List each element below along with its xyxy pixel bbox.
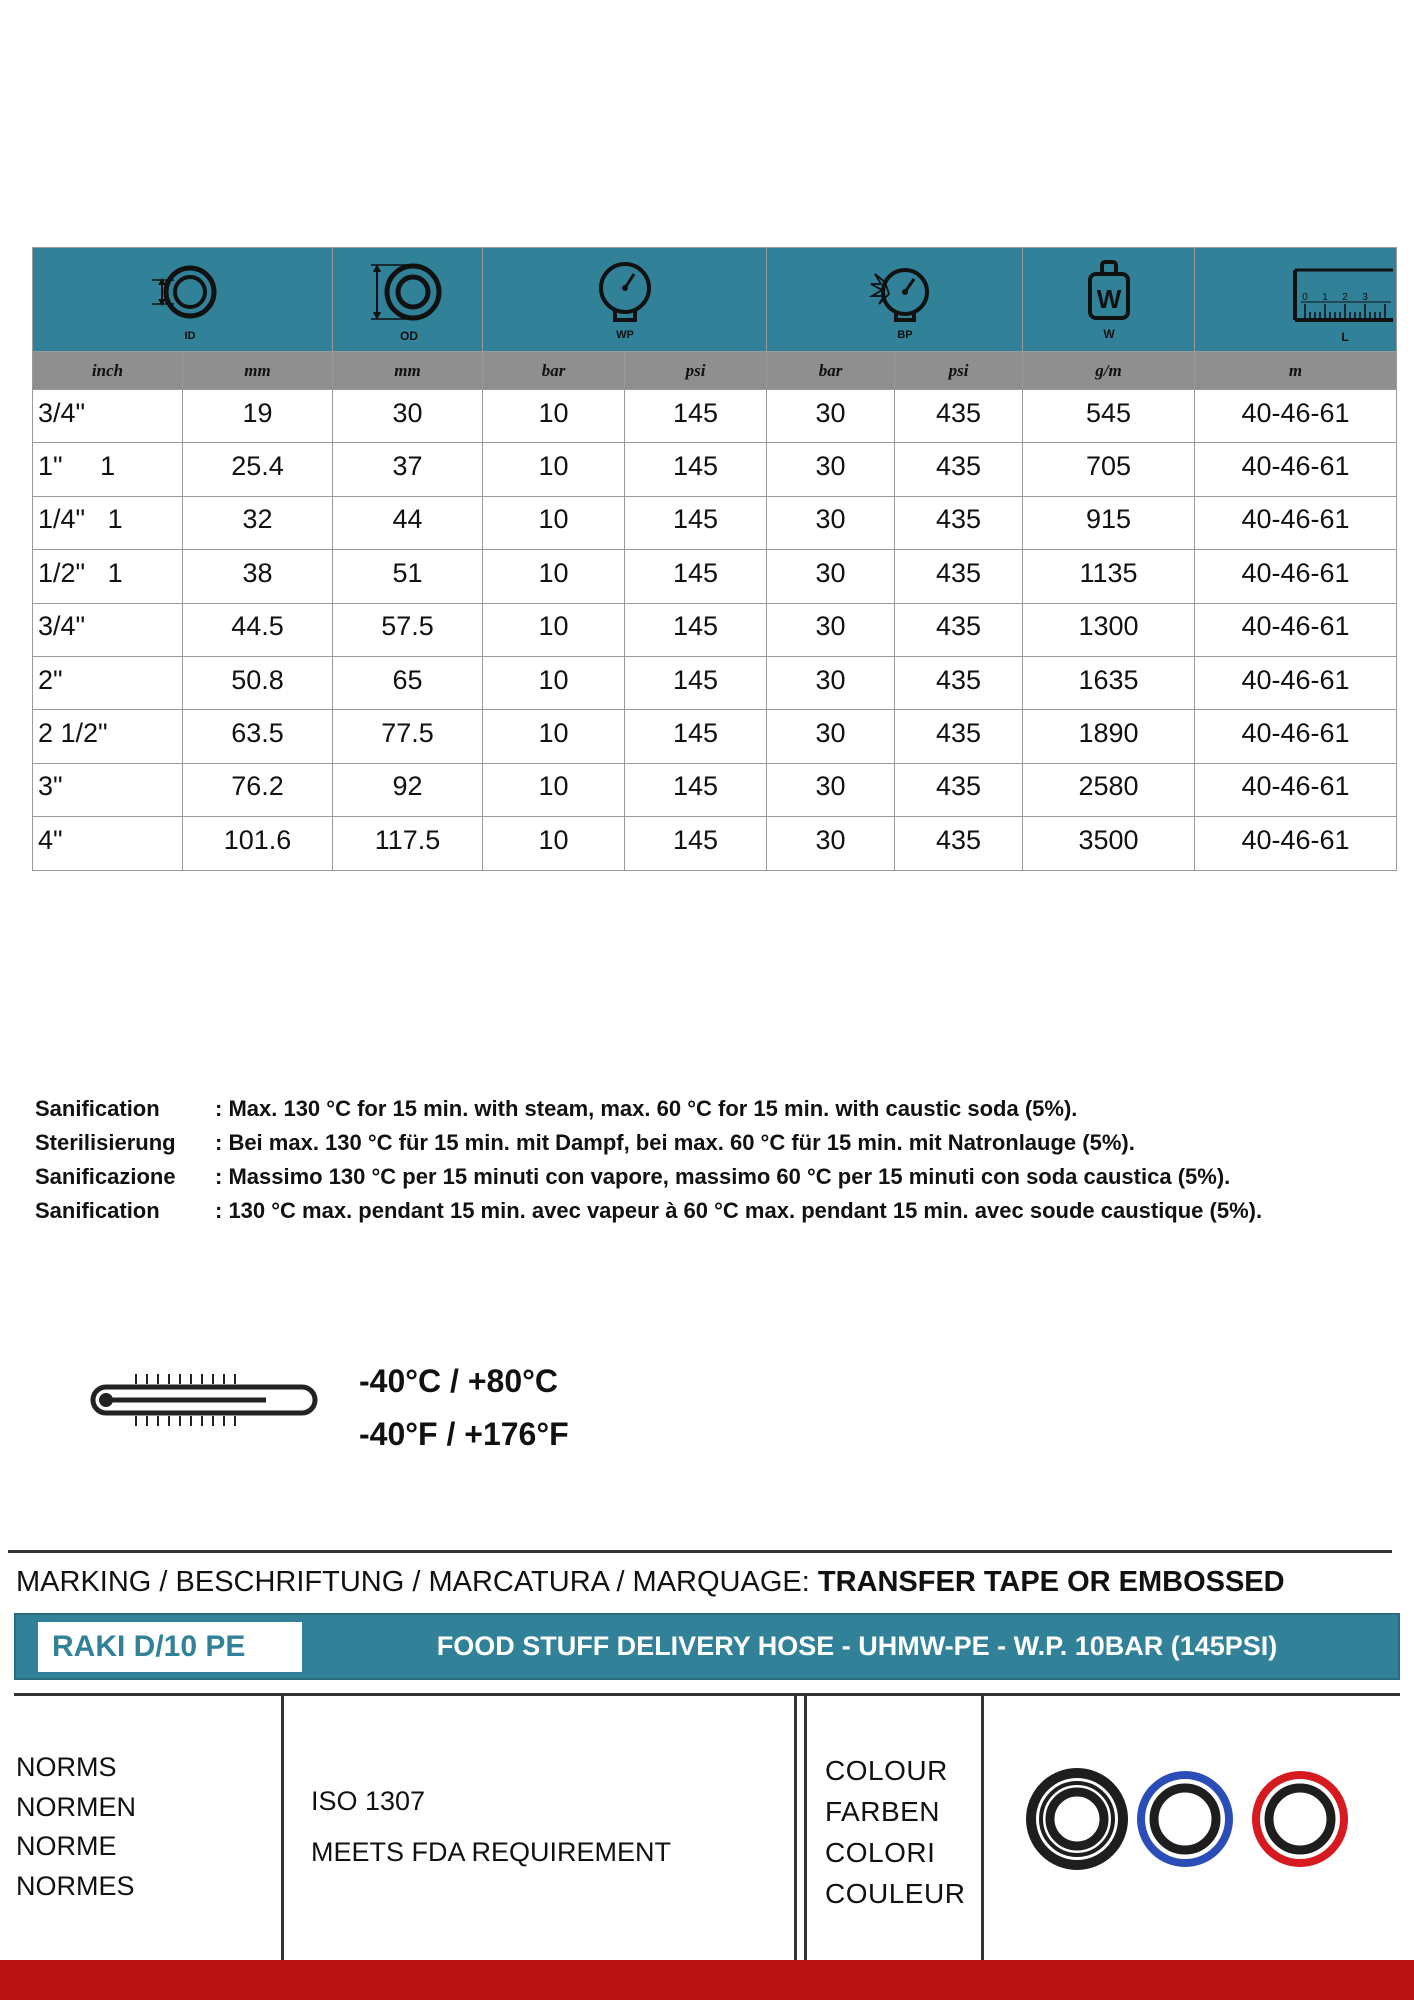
w-header-cell — [1023, 248, 1195, 352]
table-cell: 10 — [483, 603, 625, 656]
table-cell: 92 — [333, 763, 483, 816]
table-cell: 1/4" 1 — [33, 496, 183, 549]
table-row — [33, 763, 1397, 816]
colour-swatches — [1022, 1764, 1362, 1874]
table-cell: 76.2 — [183, 763, 333, 816]
temperature-fahrenheit: -40°F / +176°F — [359, 1416, 569, 1452]
svg-text:L: L — [1341, 329, 1349, 344]
table-cell: 63.5 — [183, 710, 333, 763]
table-cell: 705 — [1023, 443, 1195, 496]
table-cell: 435 — [895, 710, 1023, 763]
table-cell: 10 — [483, 710, 625, 763]
id-header-cell — [33, 248, 333, 352]
table-cell: 101.6 — [183, 817, 333, 870]
sanification-label: Sanification — [35, 1096, 160, 1121]
table-cell: 1135 — [1023, 550, 1195, 603]
table-cell: 30 — [767, 603, 895, 656]
marking-value: TRANSFER TAPE OR EMBOSSED — [817, 1566, 1285, 1598]
svg-text:W: W — [1096, 283, 1121, 314]
table-cell: 40-46-61 — [1195, 817, 1397, 870]
column-divider — [281, 1693, 284, 1960]
divider — [8, 1550, 1392, 1553]
colour-label: COLORI — [825, 1837, 936, 1868]
working-pressure-icon — [570, 254, 680, 346]
product-title: FOOD STUFF DELIVERY HOSE - UHMW-PE - W.P. 10BAR (145PSI) — [436, 1631, 1278, 1661]
svg-text:1: 1 — [1322, 291, 1328, 303]
table-cell: 40-46-61 — [1195, 656, 1397, 709]
colour-label: COLOUR — [825, 1755, 948, 1786]
table-cell: 30 — [767, 550, 895, 603]
table-cell: 30 — [767, 710, 895, 763]
unit-cell: g/m — [1023, 352, 1195, 390]
od-diameter-icon — [353, 254, 463, 346]
sanification-text: : Max. 130 °C for 15 min. with steam, max. 60 °C for 15 min. with caustic soda (5%). — [215, 1096, 1078, 1121]
table-cell: 40-46-61 — [1195, 496, 1397, 549]
sanification-text: : 130 °C max. pendant 15 min. avec vapeur à 60 °C max. pendant 15 min. avec soude caustique (5%). — [215, 1198, 1263, 1223]
table-cell: 3/4" — [33, 390, 183, 443]
od-header-cell — [333, 248, 483, 352]
marking-line — [16, 1566, 1285, 1599]
unit-cell: inch — [33, 352, 183, 390]
norms-label: NORMS — [16, 1752, 117, 1782]
svg-text:ID: ID — [184, 329, 195, 342]
spec-table-body — [33, 390, 1397, 871]
svg-text:3: 3 — [1362, 291, 1368, 303]
norms-labels — [16, 1748, 136, 1906]
table-cell: 435 — [895, 550, 1023, 603]
table-row — [33, 710, 1397, 763]
table-cell: 32 — [183, 496, 333, 549]
sanification-text: : Massimo 130 °C per 15 minuti con vapore, massimo 60 °C per 15 minuti con soda caustica (5%). — [215, 1164, 1231, 1189]
table-cell: 145 — [625, 496, 767, 549]
table-cell: 50.8 — [183, 656, 333, 709]
table-cell: 38 — [183, 550, 333, 603]
table-cell: 30 — [767, 496, 895, 549]
table-cell: 145 — [625, 656, 767, 709]
table-cell: 3500 — [1023, 817, 1195, 870]
svg-text:WP: WP — [615, 328, 634, 341]
hose-swatch-red — [1256, 1775, 1344, 1863]
table-cell: 435 — [895, 817, 1023, 870]
table-row — [33, 443, 1397, 496]
unit-header-row — [33, 352, 1397, 390]
table-cell: 30 — [767, 443, 895, 496]
table-cell: 30 — [333, 390, 483, 443]
product-title-band — [14, 1613, 1400, 1680]
svg-text:OD: OD — [399, 328, 418, 343]
sanification-label: Sanification — [35, 1198, 160, 1223]
hose-swatch-black — [1031, 1773, 1123, 1865]
sanification-line-de — [35, 1126, 1262, 1160]
bp-header-cell — [767, 248, 1023, 352]
product-code: RAKI D/10 PE — [38, 1622, 302, 1672]
colour-labels — [825, 1750, 965, 1914]
norms-label: NORMEN — [16, 1791, 136, 1822]
table-cell: 435 — [895, 496, 1023, 549]
footer-bar — [0, 1960, 1414, 2000]
table-cell: 40-46-61 — [1195, 603, 1397, 656]
unit-cell: psi — [895, 352, 1023, 390]
sanification-text: : Bei max. 130 °C für 15 min. mit Dampf, bei max. 60 °C für 15 min. mit Natronlauge (5%). — [215, 1130, 1135, 1155]
unit-cell: bar — [483, 352, 625, 390]
table-cell: 4" — [33, 817, 183, 870]
temperature-range — [359, 1355, 569, 1461]
table-cell: 40-46-61 — [1195, 390, 1397, 443]
table-cell: 3/4" — [33, 603, 183, 656]
unit-cell: psi — [625, 352, 767, 390]
table-cell: 2580 — [1023, 763, 1195, 816]
table-cell: 44 — [333, 496, 483, 549]
burst-pressure-icon — [835, 254, 955, 346]
table-cell: 51 — [333, 550, 483, 603]
table-cell: 435 — [895, 656, 1023, 709]
table-cell: 65 — [333, 656, 483, 709]
table-cell: 145 — [625, 710, 767, 763]
table-cell: 10 — [483, 390, 625, 443]
table-cell: 10 — [483, 550, 625, 603]
table-cell: 44.5 — [183, 603, 333, 656]
table-cell: 30 — [767, 390, 895, 443]
table-row — [33, 603, 1397, 656]
table-cell: 145 — [625, 817, 767, 870]
table-cell: 545 — [1023, 390, 1195, 443]
wp-header-cell — [483, 248, 767, 352]
weight-icon — [1054, 254, 1164, 346]
table-row — [33, 496, 1397, 549]
thermometer-icon — [88, 1370, 320, 1430]
table-cell: 40-46-61 — [1195, 550, 1397, 603]
sanification-block — [35, 1092, 1262, 1228]
sanification-line-fr — [35, 1194, 1262, 1228]
svg-text:W: W — [1102, 326, 1115, 341]
unit-cell: mm — [183, 352, 333, 390]
svg-text:0: 0 — [1302, 291, 1308, 303]
table-row — [33, 550, 1397, 603]
norms-label: NORME — [16, 1831, 117, 1861]
table-cell: 2 1/2" — [33, 710, 183, 763]
sanification-line-it — [35, 1160, 1262, 1194]
norms-label: NORMES — [16, 1870, 135, 1901]
table-cell: 10 — [483, 496, 625, 549]
table-cell: 10 — [483, 656, 625, 709]
table-row — [33, 390, 1397, 443]
hose-swatch-blue — [1141, 1775, 1229, 1863]
l-header-cell — [1195, 248, 1397, 352]
table-cell: 145 — [625, 443, 767, 496]
table-cell: 1300 — [1023, 603, 1195, 656]
colour-label: COULEUR — [825, 1878, 966, 1909]
marking-label: MARKING / BESCHRIFTUNG / MARCATURA / MARQUAGE: — [16, 1566, 810, 1598]
table-cell: 40-46-61 — [1195, 763, 1397, 816]
column-divider — [981, 1693, 984, 1960]
table-row — [33, 817, 1397, 870]
unit-cell: mm — [333, 352, 483, 390]
table-cell: 145 — [625, 603, 767, 656]
svg-text:BP: BP — [896, 328, 913, 341]
table-cell: 10 — [483, 817, 625, 870]
icon-header-row — [33, 248, 1397, 352]
length-ruler-icon — [1195, 254, 1397, 346]
table-cell: 40-46-61 — [1195, 710, 1397, 763]
colour-label: FARBEN — [825, 1796, 941, 1827]
table-cell: 145 — [625, 550, 767, 603]
column-divider — [804, 1693, 807, 1960]
table-cell: 10 — [483, 763, 625, 816]
id-diameter-icon — [128, 254, 238, 346]
norm-value: MEETS FDA REQUIREMENT — [311, 1837, 672, 1867]
table-cell: 19 — [183, 390, 333, 443]
unit-cell: m — [1195, 352, 1397, 390]
temperature-celsius: -40°C / +80°C — [359, 1363, 559, 1399]
table-cell: 915 — [1023, 496, 1195, 549]
sanification-line-en — [35, 1092, 1262, 1126]
table-cell: 37 — [333, 443, 483, 496]
table-cell: 435 — [895, 443, 1023, 496]
table-cell: 40-46-61 — [1195, 443, 1397, 496]
table-cell: 1890 — [1023, 710, 1195, 763]
table-cell: 30 — [767, 817, 895, 870]
table-cell: 145 — [625, 763, 767, 816]
table-cell: 57.5 — [333, 603, 483, 656]
unit-cell: bar — [767, 352, 895, 390]
table-cell: 10 — [483, 443, 625, 496]
table-cell: 1" 1 — [33, 443, 183, 496]
table-cell: 1635 — [1023, 656, 1195, 709]
table-cell: 435 — [895, 390, 1023, 443]
table-cell: 25.4 — [183, 443, 333, 496]
table-cell: 30 — [767, 656, 895, 709]
spec-table — [32, 247, 1397, 871]
table-cell: 435 — [895, 763, 1023, 816]
svg-text:2: 2 — [1342, 291, 1348, 303]
sanification-label: Sterilisierung — [35, 1130, 176, 1155]
table-cell: 145 — [625, 390, 767, 443]
table-cell: 2" — [33, 656, 183, 709]
divider — [14, 1693, 1400, 1696]
table-cell: 117.5 — [333, 817, 483, 870]
table-cell: 435 — [895, 603, 1023, 656]
table-cell: 77.5 — [333, 710, 483, 763]
table-cell: 30 — [767, 763, 895, 816]
norms-values — [311, 1776, 671, 1878]
table-row — [33, 656, 1397, 709]
sanification-label: Sanificazione — [35, 1164, 176, 1189]
column-divider — [794, 1693, 797, 1960]
table-cell: 1/2" 1 — [33, 550, 183, 603]
norm-value: ISO 1307 — [311, 1786, 426, 1816]
table-cell: 3" — [33, 763, 183, 816]
